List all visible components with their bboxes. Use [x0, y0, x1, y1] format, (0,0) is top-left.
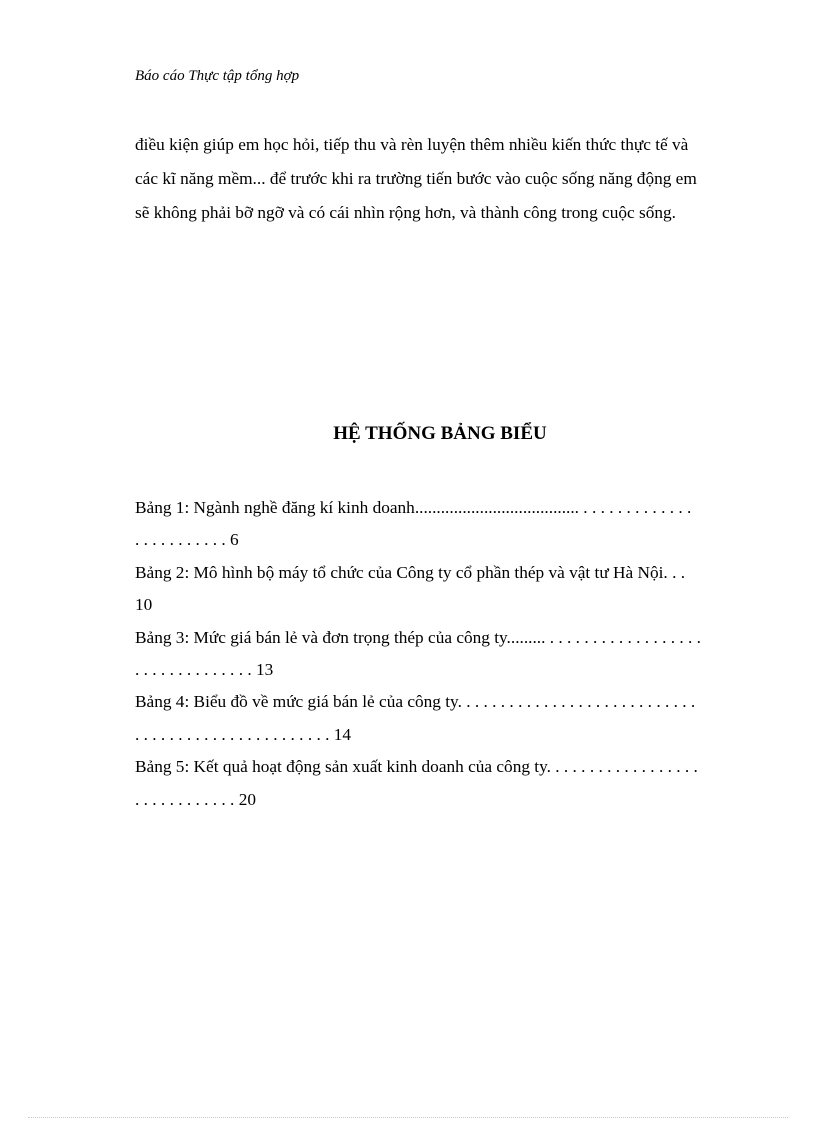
- toc-entry-text: Bảng 2: Mô hình bộ máy tổ chức của Công ty cổ phần thép và vật tư Hà Nội. . .: [135, 562, 686, 582]
- toc-entry-3[interactable]: [135, 622, 745, 687]
- table-list-heading: HỆ THỐNG BẢNG BIỂU: [333, 423, 547, 444]
- intro-line: sẽ không phải bỡ ngỡ và có cái nhìn rộng hơn, và thành công trong cuộc sống.: [135, 203, 676, 222]
- toc-entry-1[interactable]: [135, 492, 745, 557]
- toc-entry-text: Bảng 3: Mức giá bán lẻ và đơn trọng thép của công ty......... . . . . . . . . . . . . . . . . . .: [135, 627, 701, 647]
- toc-entry-page: . . . . . . . . . . . . . . . . . . . . . . . 14: [135, 724, 352, 744]
- toc-entry-page: . . . . . . . . . . . . . . 13: [135, 660, 274, 680]
- toc-entry-page: . . . . . . . . . . . . 20: [135, 789, 256, 809]
- toc-entry-page: . . . . . . . . . . . 6: [135, 530, 239, 550]
- table-of-tables: [135, 492, 745, 816]
- toc-entry-4[interactable]: [135, 686, 745, 751]
- toc-entry-5[interactable]: [135, 751, 745, 816]
- toc-entry-text: Bảng 4: Biểu đồ về mức giá bán lẻ của công ty. . . . . . . . . . . . . . . . . . . . . . . . . . . .: [135, 692, 696, 712]
- toc-entry-page: 10: [135, 595, 153, 615]
- intro-line: các kĩ năng mềm... để trước khi ra trường tiến bước vào cuộc sống năng động em: [135, 169, 697, 188]
- intro-line: điều kiện giúp em học hỏi, tiếp thu và rèn luyện thêm nhiều kiến thức thực tế và: [135, 135, 689, 154]
- page-header-title: Báo cáo Thực tập tổng hợp: [135, 68, 300, 84]
- toc-entry-text: Bảng 5: Kết quả hoạt động sản xuất kinh doanh của công ty. . . . . . . . . . . . . . . . . .: [135, 757, 698, 777]
- toc-entry-2[interactable]: [135, 557, 745, 622]
- intro-paragraph: [135, 128, 745, 230]
- page-bottom-divider: [28, 1117, 788, 1118]
- toc-entry-text: Bảng 1: Ngành nghề đăng kí kinh doanh...................................... . . . . . . . . . . . . .: [135, 498, 692, 517]
